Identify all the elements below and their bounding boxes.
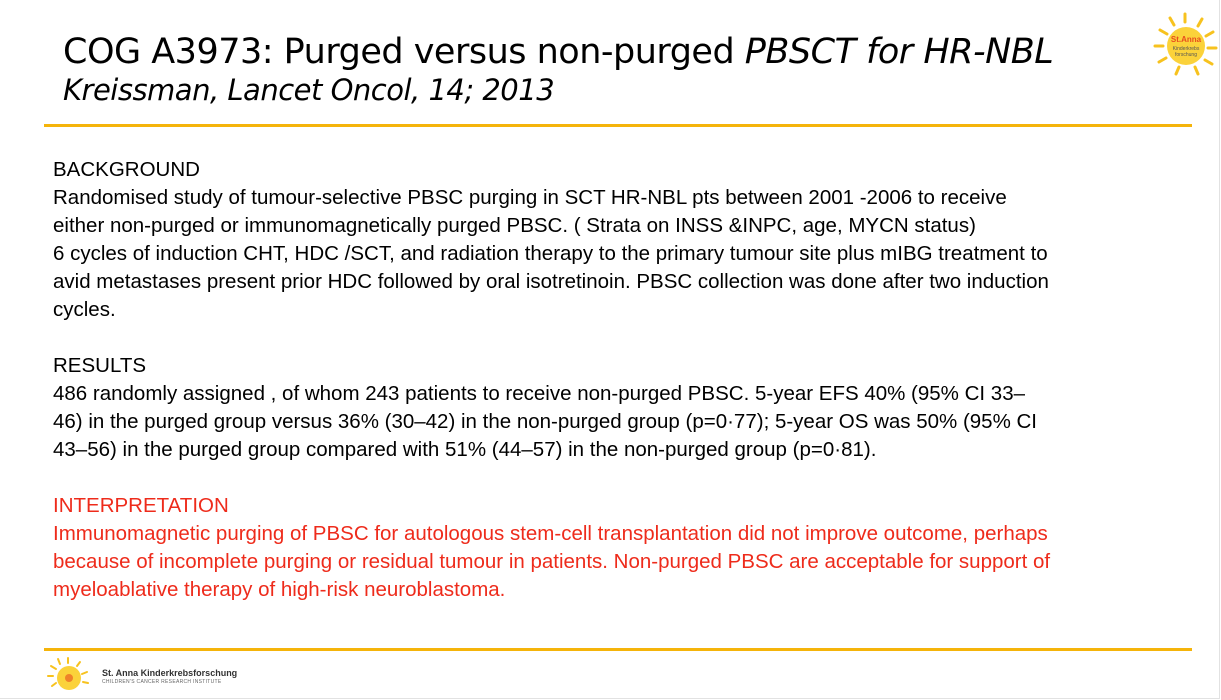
slide-subtitle: Kreissman, Lancet Oncol, 14; 2013	[63, 73, 555, 107]
header-divider	[44, 124, 1192, 127]
footer-branding	[102, 668, 237, 686]
background-heading: BACKGROUND	[53, 158, 200, 181]
title-plain: COG A3973: Purged versus non-purged	[63, 32, 745, 72]
background-line: either non-purged or immunomagnetically purged PBSC. ( Strata on INSS &INPC, age, MYCN status)	[53, 214, 976, 237]
interpretation-line: Immunomagnetic purging of PBSC for autologous stem-cell transplantation did not improve outcome, perhaps	[53, 522, 1048, 545]
title-italic: PBSCT for HR-NBL	[744, 32, 1054, 72]
footer-divider	[44, 648, 1192, 651]
st-anna-logo-icon	[1150, 10, 1220, 80]
results-line: 43–56) in the purged group compared with 51% (44–57) in the non-purged group (p=0·81).	[53, 438, 877, 461]
interpretation-line: myeloablative therapy of high-risk neuroblastoma.	[53, 578, 506, 601]
logo-text-1: St.Anna	[1170, 35, 1202, 44]
results-heading: RESULTS	[53, 354, 147, 377]
logo-text-2: Kinderkrebs	[1172, 46, 1200, 52]
spacer	[53, 324, 1193, 352]
background-line: avid metastases present prior HDC followed by oral isotretinoin. PBSC collection was done after two induction	[53, 270, 1049, 293]
footer-logo-icon	[44, 656, 92, 696]
spacer	[53, 464, 1193, 492]
footer-subtitle: CHILDREN'S CANCER RESEARCH INSTITUTE	[102, 679, 222, 685]
background-line: 6 cycles of induction CHT, HDC /SCT, and radiation therapy to the primary tumour site plus mIBG treatment to	[53, 242, 1048, 265]
background-line: cycles.	[53, 298, 116, 321]
interpretation-line: because of incomplete purging or residual tumour in patients. Non-purged PBSC are acceptable for support of	[53, 550, 1051, 573]
results-line: 486 randomly assigned , of whom 243 patients to receive non-purged PBSC. 5-year EFS 40% (95% CI 33–	[53, 382, 1026, 405]
slide-title	[63, 30, 1053, 74]
background-line: Randomised study of tumour-selective PBSC purging in SCT HR-NBL pts between 2001 -2006 to receive	[53, 186, 1007, 209]
interpretation-heading: INTERPRETATION	[53, 494, 229, 517]
slide-body	[53, 156, 1193, 604]
logo-text-3: forschung	[1175, 52, 1197, 58]
results-line: 46) in the purged group versus 36% (30–42) in the non-purged group (p=0·77); 5-year OS was 50% (95% CI	[53, 410, 1037, 433]
footer-name: St. Anna Kinderkrebsforschung	[102, 668, 238, 678]
